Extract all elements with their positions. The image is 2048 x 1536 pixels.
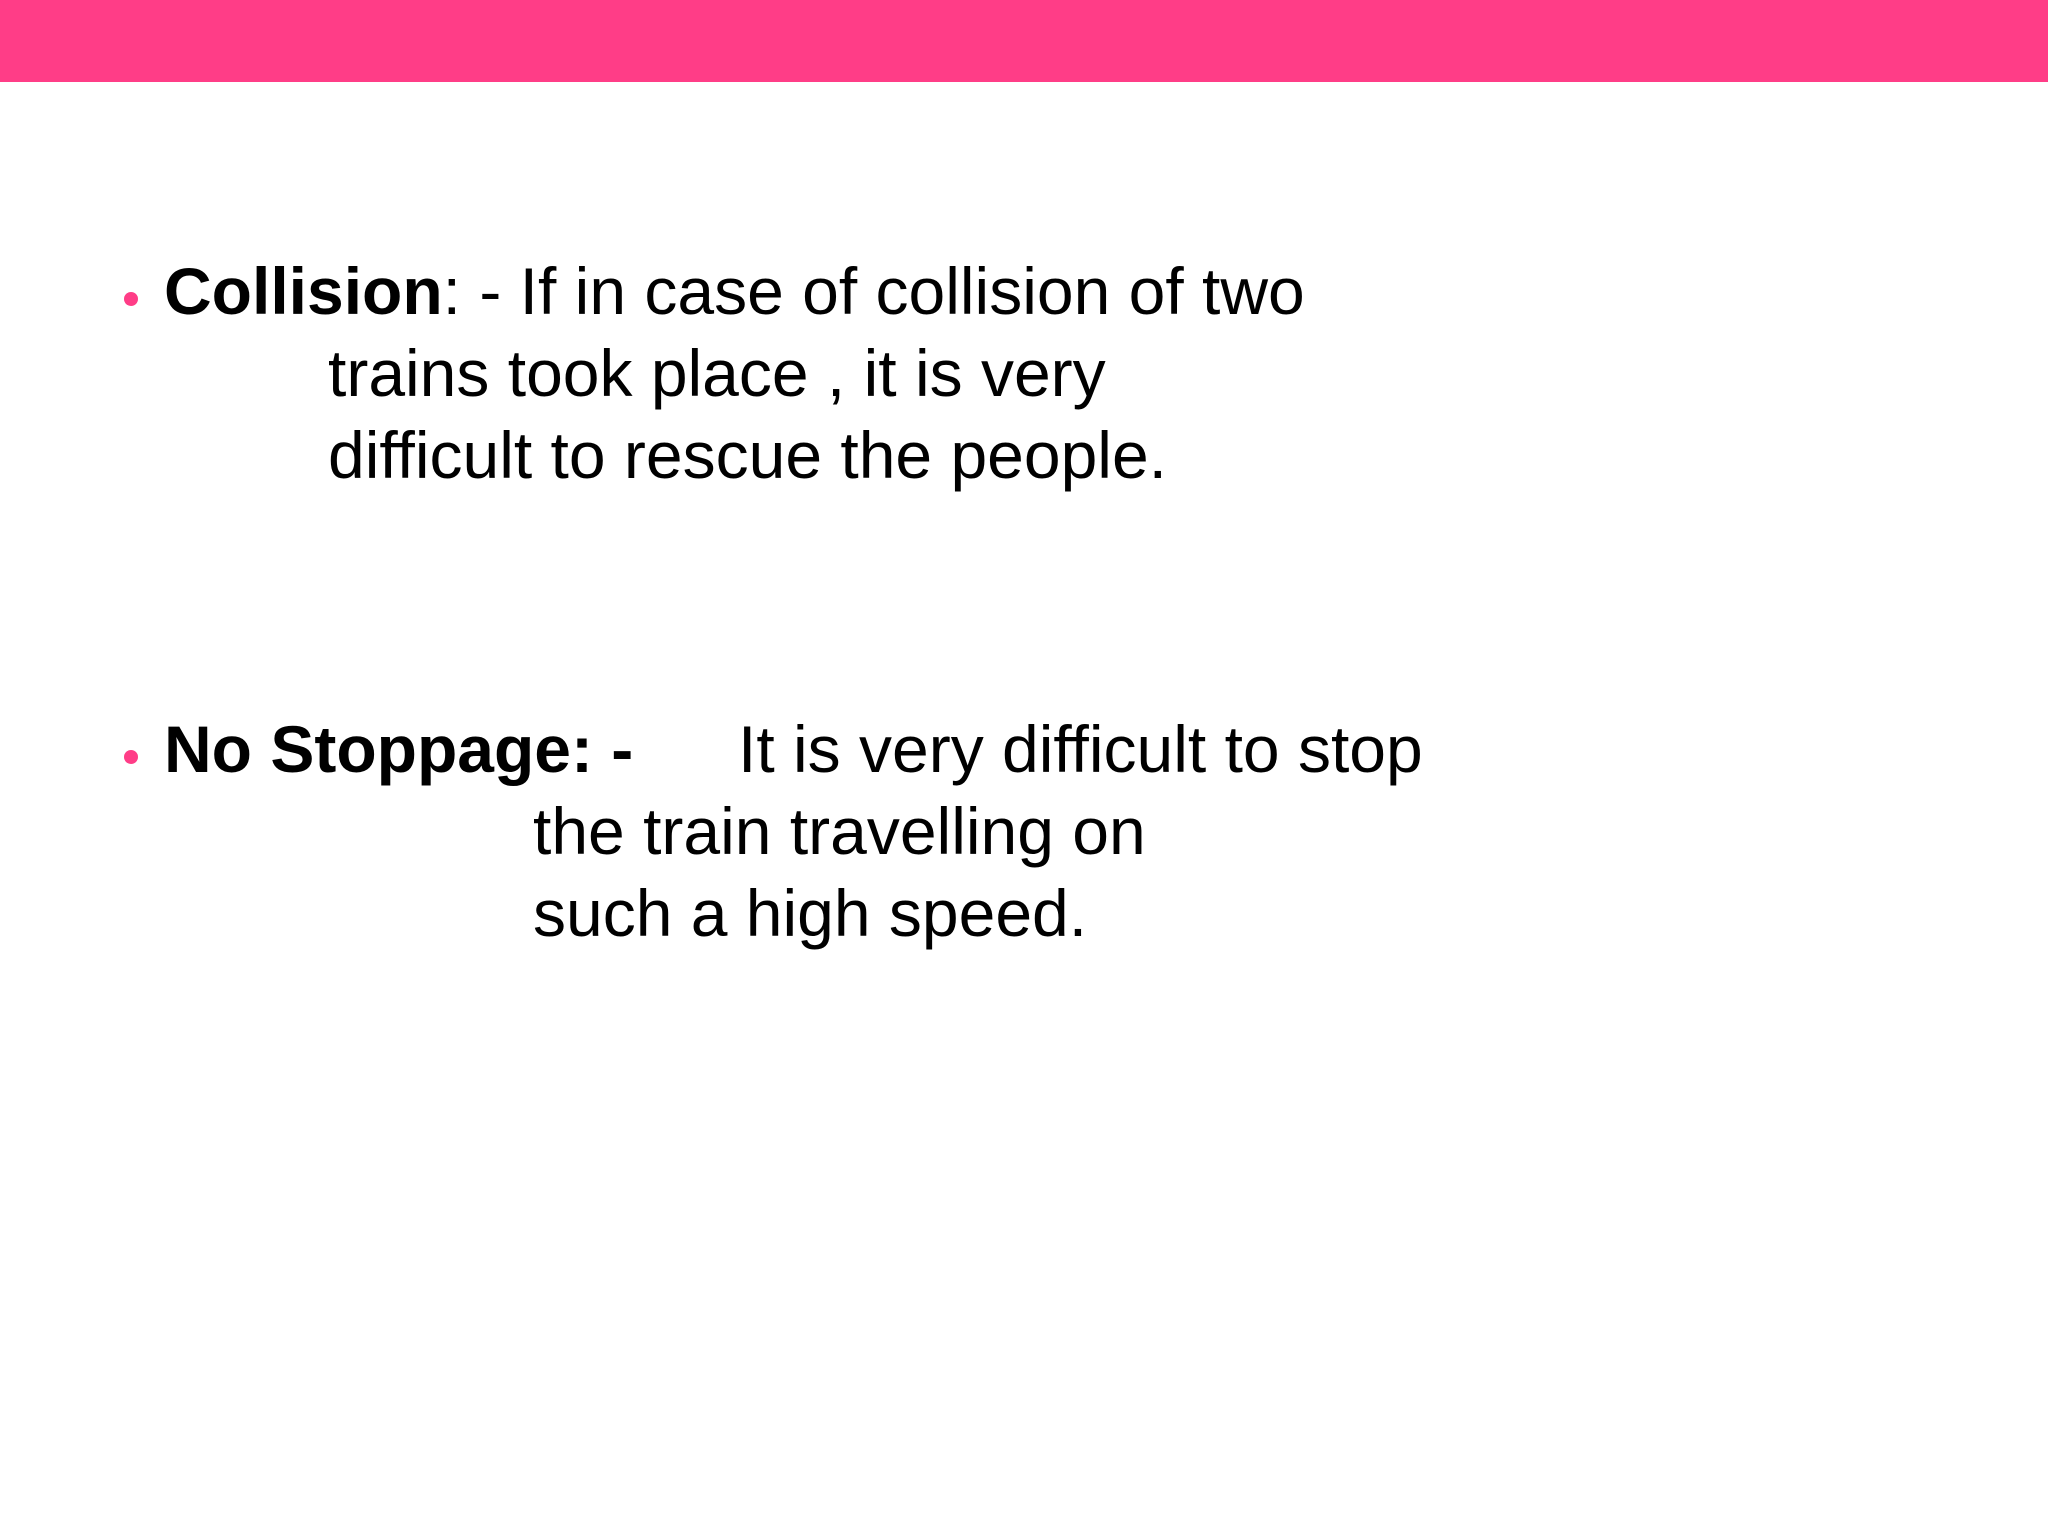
bullet-dot-icon — [124, 292, 138, 306]
bullet-line-1-text: It is very difficult to stop — [738, 712, 1423, 786]
bullet-text: : - If in case of collision of two — [442, 254, 1305, 328]
bullet-line-3: such a high speed. — [533, 876, 1088, 950]
bullet-line-1 — [164, 250, 1305, 332]
bullet-term: No Stoppage: - — [164, 712, 634, 786]
bullet-line-2: trains took place , it is very — [328, 336, 1106, 410]
bullet-line-3: difficult to rescue the people. — [328, 418, 1167, 492]
bullet-term: Collision — [164, 254, 443, 328]
bullet-line-2: the train travelling on — [533, 794, 1146, 868]
bullet-dot-icon — [124, 750, 138, 764]
